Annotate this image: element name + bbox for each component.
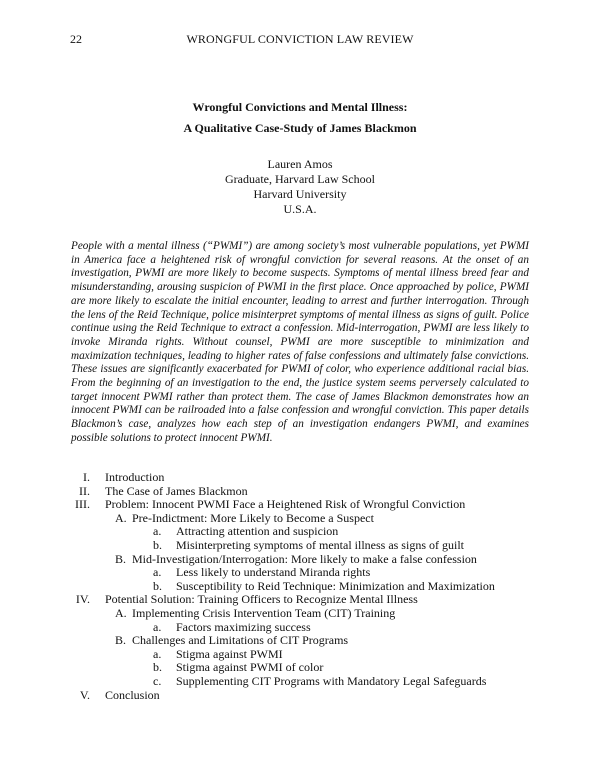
abstract: People with a mental illness (“PWMI”) are among society’s most vulnerable populations, yet PWMI in America face a heightened risk of wrongful conviction for several reasons. At the onset of an investigation, PWMI are more likely to become suspects. Symptoms of mental illness breed fear and misunderstanding, arousing suspicion of PWMI in the first place. Once approached by police, PWMI are more likely to escalate the initial encounter, leading to arrest and further interrogation. Through the lens of the Reid Technique, police misinterpret symptoms of mental illness as signs of guilt. Police continue using the Reid Technique to extract a confession. Mid-interrogation, PWMI are less likely to invoke Miranda rights. Without counsel, PWMI are more susceptible to minimization and maximization techniques, leading to higher rates of false confessions and ultimately false convictions. These issues are significantly exacerbated for PWMI of color, who experience additional racial bias. From the beginning of an investigation to the end, the justice system seems perversely calculated to target innocent PWMI rather than protect them. The case of James Blackmon demonstrates how an innocent PWMI can be railroaded into a false confession and wrongful conviction. This paper details Blackmon’s case, analyzes how each step of an investigation endangers PWMI, and examines possible solutions to protect innocent PWMI. <box>71 240 529 444</box>
article-title-line-2: A Qualitative Case-Study of James Blackmon <box>183 121 417 135</box>
toc-item-text: Implementing Crisis Intervention Team (CIT) Training <box>132 606 396 620</box>
toc-item-marker: I. <box>83 470 90 484</box>
toc-item-text: Mid-Investigation/Interrogation: More likely to make a false confession <box>132 551 477 566</box>
toc-item-text: Stigma against PWMI of color <box>176 660 324 675</box>
toc-item-marker: c. <box>153 674 162 688</box>
toc-item-marker: a. <box>153 646 162 661</box>
toc-item-text: Attracting attention and suspicion <box>176 524 339 539</box>
toc-item-text: Stigma against PWMI <box>176 646 283 661</box>
toc-item-marker: b. <box>153 660 162 675</box>
toc-item-text: Less likely to understand Miranda rights <box>176 565 371 580</box>
author-name: Lauren Amos <box>267 157 333 171</box>
toc-item-text: Susceptibility to Reid Technique: Minimization and Maximization <box>176 578 495 593</box>
toc-item-text: Factors maximizing success <box>176 619 311 634</box>
toc-item-text: Introduction <box>105 470 165 484</box>
toc-item-marker: III. <box>75 497 90 512</box>
toc-item-marker: a. <box>153 524 162 539</box>
toc-item-marker: II. <box>79 483 90 498</box>
toc-item-marker: a. <box>153 565 162 580</box>
toc-item-text: Pre-Indictment: More Likely to Become a Suspect <box>132 510 374 525</box>
toc-item-marker: a. <box>153 619 162 634</box>
page-number: 22 <box>70 32 82 46</box>
toc-item-marker: b. <box>153 538 162 552</box>
toc-item-text: Challenges and Limitations of CIT Programs <box>132 633 349 648</box>
author-block <box>0 157 600 217</box>
toc-item-text: Misinterpreting symptoms of mental illness as signs of guilt <box>176 538 464 552</box>
toc-item-marker: A. <box>115 606 127 620</box>
author-affiliation: Graduate, Harvard Law School <box>225 172 375 186</box>
toc-item-marker: B. <box>115 551 127 566</box>
toc-item-text: The Case of James Blackmon <box>105 483 248 498</box>
toc-item-marker: IV. <box>75 592 90 607</box>
toc-item-text: Problem: Innocent PWMI Face a Heightened Risk of Wrongful Conviction <box>105 497 466 512</box>
author-university: Harvard University <box>253 187 347 201</box>
toc-item-marker: V. <box>79 687 90 702</box>
article-title-line-1: Wrongful Convictions and Mental Illness: <box>192 100 408 114</box>
toc-item-marker: B. <box>115 633 127 648</box>
toc-item-marker: A. <box>115 510 127 525</box>
toc-item-marker: b. <box>153 578 162 593</box>
toc-item-text: Supplementing CIT Programs with Mandatory Legal Safeguards <box>176 674 487 688</box>
toc-item-text: Potential Solution: Training Officers to Recognize Mental Illness <box>105 592 418 607</box>
running-header-journal-title: WRONGFUL CONVICTION LAW REVIEW <box>186 32 414 46</box>
toc-item-text: Conclusion <box>105 687 160 702</box>
author-country: U.S.A. <box>283 202 317 216</box>
